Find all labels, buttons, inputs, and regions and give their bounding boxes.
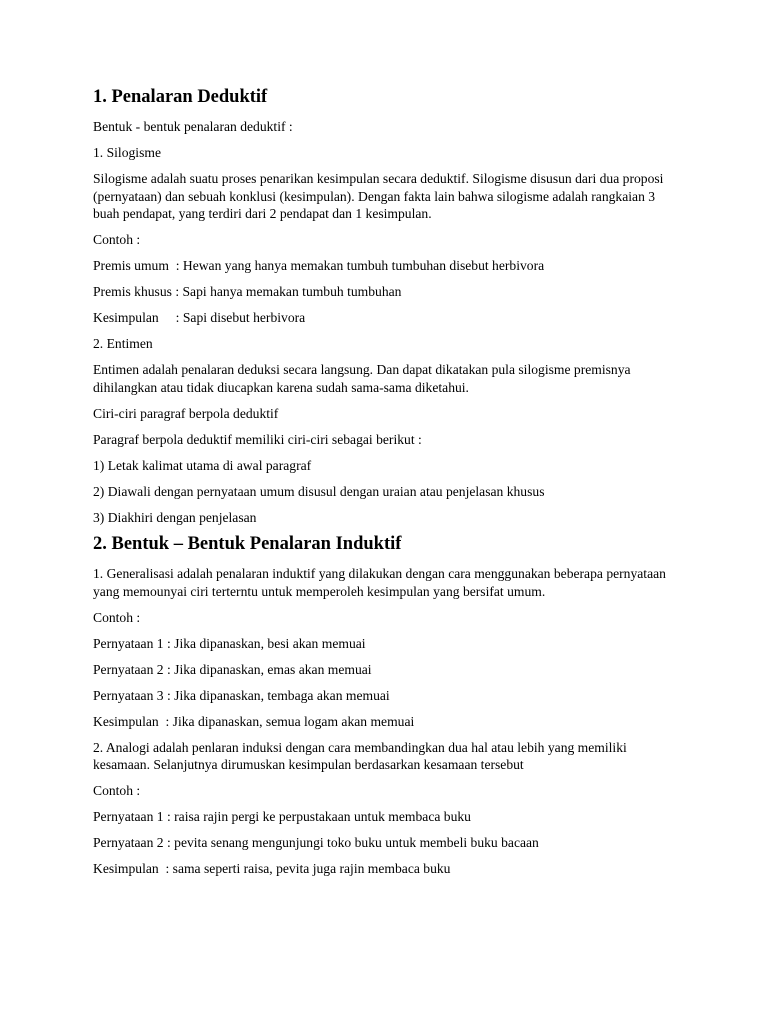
ciri-intro: Paragraf berpola deduktif memiliki ciri-ciri sebagai berikut :: [93, 431, 422, 447]
analogi-pernyataan-2: Pernyataan 2 : pevita senang mengunjungi toko buku untuk membeli buku bacaan: [93, 835, 539, 850]
section2-heading: 2. Bentuk – Bentuk Penalaran Induktif: [93, 534, 402, 554]
ciri-item-2: 2) Diawali dengan pernyataan umum disusul dengan uraian atau penjelasan khusus: [93, 483, 545, 499]
generalisasi-pernyataan-3: Pernyataan 3 : Jika dipanaskan, tembaga akan memuai: [93, 687, 390, 703]
section1-intro: Bentuk - bentuk penalaran deduktif :: [93, 119, 293, 134]
contoh-label: Contoh :: [93, 232, 141, 247]
entimen-description: Entimen adalah penalaran deduksi secara langsung. Dan dapat dikatakan pula silogisme premisnya dihilangkan atau tidak diucapkan karena sudah sama-sama diketahui.: [93, 362, 631, 395]
entimen-title: 2. Entimen: [93, 336, 153, 351]
ciri-item-3: 3) Diakhiri dengan penjelasan: [93, 509, 257, 525]
ciri-item-1: 1) Letak kalimat utama di awal paragraf: [93, 457, 312, 473]
analogi-pernyataan-1: Pernyataan 1 : raisa rajin pergi ke perpustakaan untuk membaca buku: [93, 809, 471, 824]
ciri-title: Ciri-ciri paragraf berpola deduktif: [93, 405, 279, 421]
premis-umum: Premis umum : Hewan yang hanya memakan tumbuh tumbuhan disebut herbivora: [93, 258, 545, 273]
analogi-kesimpulan: Kesimpulan : sama seperti raisa, pevita juga rajin membaca buku: [93, 861, 451, 876]
generalisasi-description: 1. Generalisasi adalah penalaran induktif yang dilakukan dengan cara menggunakan beberapa pernyataan yang memounyai ciri terterntu untuk memperoleh kesimpulan yang bersifat umum.: [93, 566, 666, 599]
contoh-label: Contoh :: [93, 609, 141, 625]
section1-heading: 1. Penalaran Deduktif: [93, 87, 268, 107]
generalisasi-pernyataan-2: Pernyataan 2 : Jika dipanaskan, emas akan memuai: [93, 661, 372, 677]
contoh-label: Contoh :: [93, 783, 141, 798]
generalisasi-pernyataan-1: Pernyataan 1 : Jika dipanaskan, besi akan memuai: [93, 635, 366, 651]
generalisasi-kesimpulan: Kesimpulan : Jika dipanaskan, semua logam akan memuai: [93, 713, 415, 729]
premis-khusus: Premis khusus : Sapi hanya memakan tumbuh tumbuhan: [93, 284, 402, 299]
analogi-description: 2. Analogi adalah penlaran induksi dengan cara membandingkan dua hal atau lebih yang memiliki kesamaan. Selanjutnya dirumuskan kesimpulan berdasarkan kesamaan tersebut: [93, 739, 627, 772]
silogisme-description: Silogisme adalah suatu proses penarikan kesimpulan secara deduktif. Silogisme disusun dari dua proposi (pernyataan) dan sebuah konklusi (kesimpulan). Dengan fakta lain bahwa silogisme adalah rangkaian 3 buah pendapat, yang terdiri dari 2 pendapat dan 1 kesimpulan.: [93, 171, 664, 221]
document-page: [93, 86, 668, 878]
silogisme-title: 1. Silogisme: [93, 145, 161, 160]
kesimpulan: Kesimpulan : Sapi disebut herbivora: [93, 310, 306, 325]
